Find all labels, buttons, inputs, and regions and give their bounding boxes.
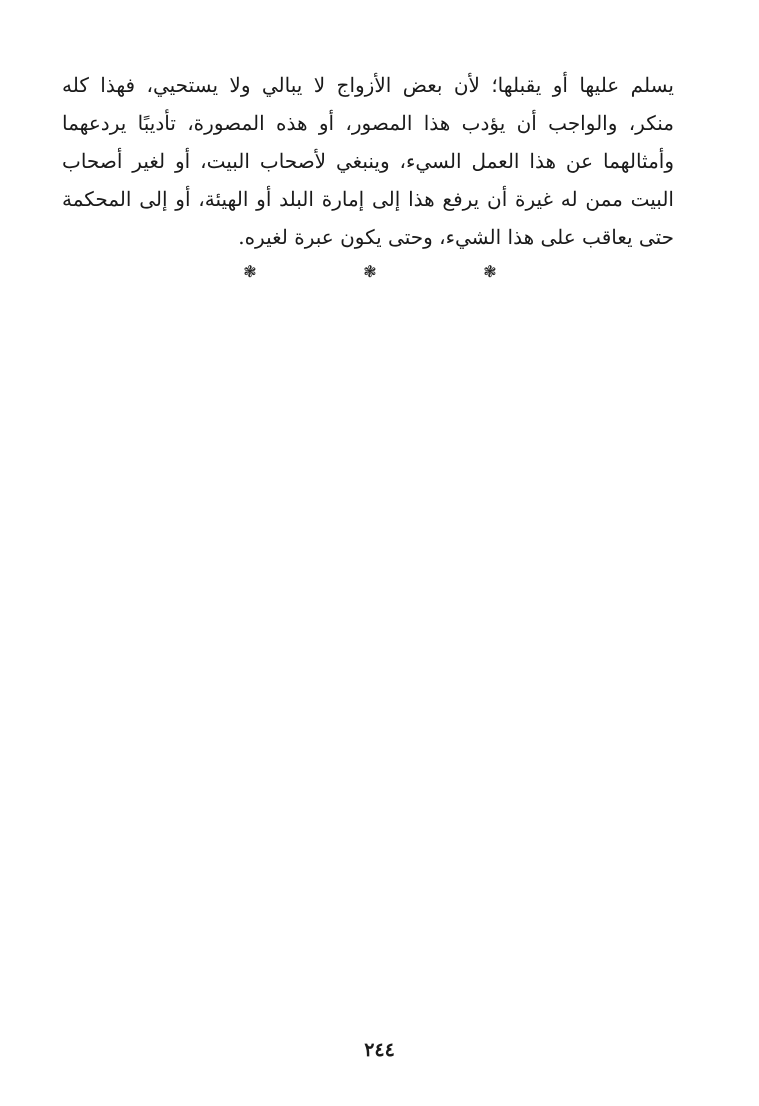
body-paragraph — [62, 66, 674, 256]
page-number: ٢٤٤ — [364, 1039, 395, 1061]
section-separator — [240, 262, 500, 282]
text-line-1: يسلم عليها أو يقبلها؛ لأن بعض الأزواج لا يبالي ولا يستحيي، فهذا كله — [62, 73, 674, 97]
asterism-mark-2: ❃ — [363, 262, 377, 281]
text-line-2: منكر، والواجب أن يؤدب هذا المصور، أو هذه المصورة، تأديبًا يردعهما — [62, 111, 674, 135]
text-line-4: البيت ممن له غيرة أن يرفع هذا إلى إمارة البلد أو الهيئة، أو إلى المحكمة — [62, 187, 674, 211]
text-line-5: حتى يعاقب على هذا الشيء، وحتى يكون عبرة لغيره. — [238, 225, 674, 249]
asterism-mark-1: ❃ — [243, 262, 257, 281]
asterism-mark-3: ❃ — [483, 262, 497, 281]
text-line-3: وأمثالهما عن هذا العمل السيء، وينبغي لأصحاب البيت، أو لغير أصحاب — [62, 149, 674, 173]
